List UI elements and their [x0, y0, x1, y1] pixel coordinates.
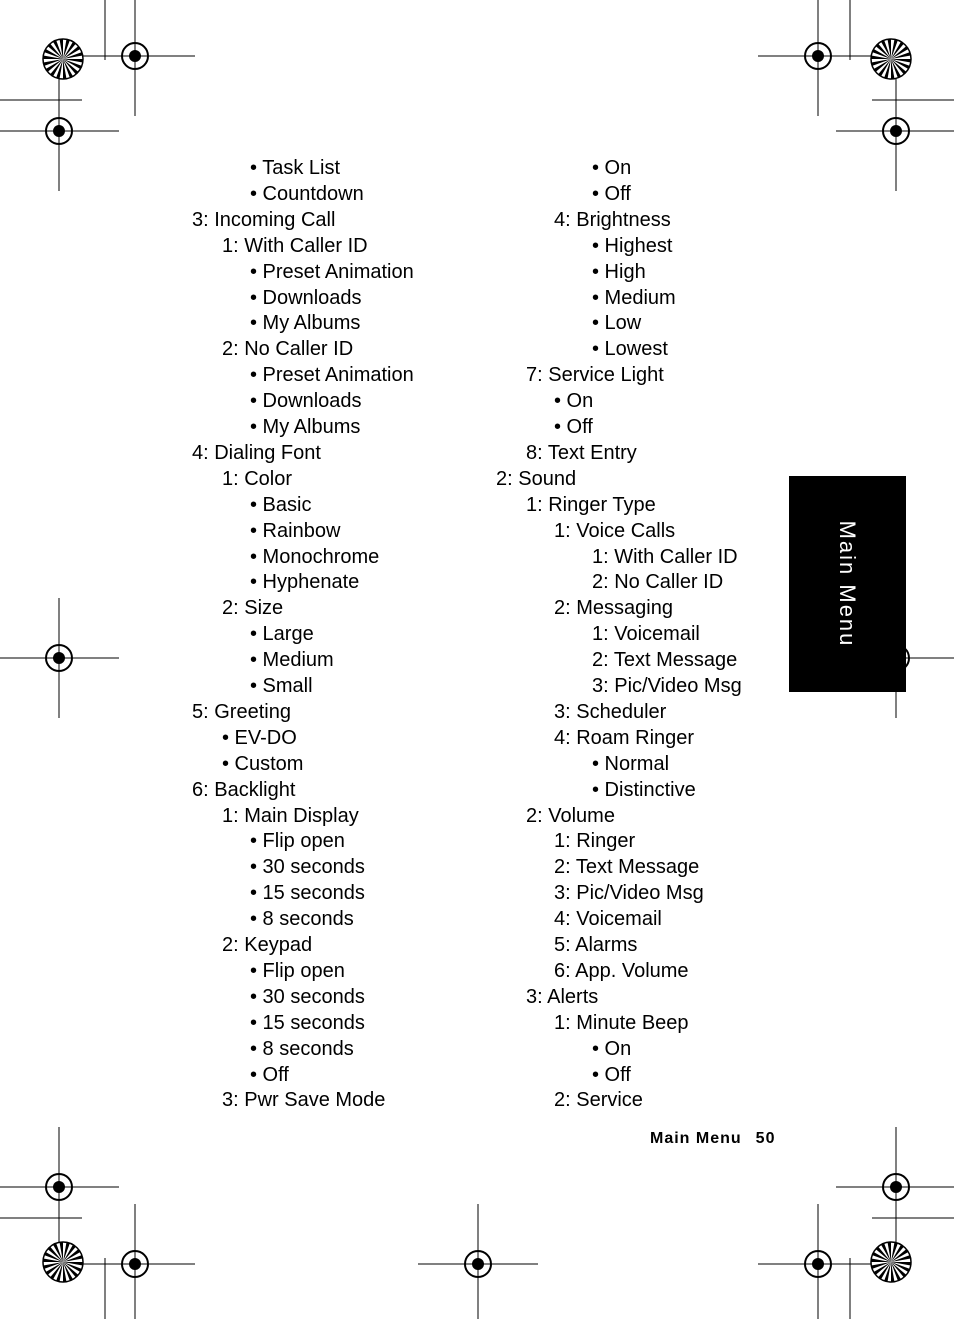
- menu-line: • My Albums: [250, 416, 361, 438]
- menu-line: • Off: [592, 1063, 631, 1086]
- menu-line: • On: [592, 157, 632, 179]
- menu-line: • Off: [592, 182, 631, 205]
- menu-line: 6: App. Volume: [554, 959, 689, 982]
- crosshair-dot: [53, 125, 65, 137]
- menu-line: • On: [554, 390, 594, 413]
- menu-line: 8: Text Entry: [526, 441, 637, 464]
- menu-line: • Preset Animation: [250, 260, 414, 283]
- menu-line: 5: Greeting: [192, 700, 291, 723]
- menu-line: 1: Ringer: [554, 830, 636, 853]
- menu-line: 3: Pwr Save Mode: [222, 1089, 386, 1112]
- menu-line: 2: Messaging: [554, 597, 673, 620]
- crosshair-dot: [472, 1258, 484, 1270]
- menu-line: 1: Color: [222, 467, 293, 490]
- menu-line: 1: With Caller ID: [222, 234, 368, 257]
- menu-line: 1: Minute Beep: [554, 1011, 689, 1034]
- crosshair-dot: [812, 1258, 824, 1270]
- menu-line: • Distinctive: [592, 778, 696, 801]
- menu-line: • Hyphenate: [250, 571, 360, 594]
- menu-line: 2: Sound: [496, 467, 577, 490]
- menu-line: 1: Main Display: [222, 804, 359, 827]
- menu-line: 2: Keypad: [222, 934, 313, 956]
- menu-line: 5: Alarms: [554, 934, 638, 956]
- section-side-tab-label: Main Menu: [835, 520, 860, 648]
- menu-line: 4: Voicemail: [554, 908, 662, 931]
- menu-line: 2: Text Message: [592, 649, 738, 672]
- menu-line: 4: Roam Ringer: [554, 726, 695, 749]
- crosshair-dot: [890, 125, 902, 137]
- menu-line: • 15 seconds: [250, 882, 365, 905]
- menu-line: 2: Text Message: [554, 856, 700, 879]
- menu-line: 2: Volume: [526, 804, 615, 827]
- menu-line: • Medium: [250, 649, 334, 672]
- menu-line: • 30 seconds: [250, 985, 365, 1008]
- menu-line: • High: [592, 260, 646, 283]
- menu-line: • Rainbow: [250, 519, 341, 542]
- menu-line: 1: With Caller ID: [592, 545, 738, 568]
- menu-line: 6: Backlight: [192, 778, 296, 801]
- menu-line: 3: Pic/Video Msg: [592, 675, 742, 697]
- crosshair-dot: [53, 652, 65, 664]
- menu-line: • Custom: [222, 752, 304, 775]
- menu-line: 1: Voicemail: [592, 623, 700, 646]
- menu-line: • Medium: [592, 286, 676, 309]
- menu-line: • Basic: [250, 493, 312, 516]
- menu-line: 3: Alerts: [526, 985, 599, 1008]
- menu-line: 2: Size: [222, 597, 284, 620]
- menu-line: • Off: [554, 416, 593, 438]
- page-number: 50: [755, 1130, 776, 1147]
- menu-line: 2: No Caller ID: [592, 571, 724, 594]
- section-side-tab: [789, 476, 906, 692]
- menu-line: • Flip open: [250, 959, 345, 982]
- page-footer: [650, 1130, 775, 1148]
- menu-line: 3: Pic/Video Msg: [554, 882, 704, 905]
- menu-line: • My Albums: [250, 312, 361, 335]
- menu-line: • Countdown: [250, 182, 364, 205]
- menu-line: • 8 seconds: [250, 1037, 354, 1060]
- menu-line: • Task List: [250, 157, 340, 179]
- menu-line: • EV-DO: [222, 726, 297, 749]
- menu-line: • Small: [250, 675, 313, 697]
- menu-line: 1: Voice Calls: [554, 519, 676, 542]
- crosshair-dot: [129, 1258, 141, 1270]
- crosshair-dot: [890, 1181, 902, 1193]
- menu-line: • 30 seconds: [250, 856, 365, 879]
- menu-line: • Downloads: [250, 286, 362, 309]
- menu-line: 2: Service: [554, 1089, 643, 1112]
- menu-line: 2: No Caller ID: [222, 338, 354, 361]
- menu-line: • Normal: [592, 752, 670, 775]
- crosshair-dot: [129, 50, 141, 62]
- menu-line: • 15 seconds: [250, 1011, 365, 1034]
- menu-line: • 8 seconds: [250, 908, 354, 931]
- menu-line: • On: [592, 1037, 632, 1060]
- crosshair-dot: [812, 50, 824, 62]
- crosshair-dot: [53, 1181, 65, 1193]
- menu-line: • Monochrome: [250, 545, 380, 568]
- menu-line: 3: Incoming Call: [192, 208, 336, 231]
- footer-section-title: Main Menu: [650, 1130, 742, 1147]
- menu-line: • Lowest: [592, 338, 668, 361]
- menu-line: • Low: [592, 312, 642, 335]
- menu-line: • Large: [250, 623, 314, 646]
- menu-line: • Preset Animation: [250, 364, 414, 387]
- menu-line: • Flip open: [250, 830, 345, 853]
- menu-line: • Downloads: [250, 390, 362, 413]
- menu-line: • Highest: [592, 234, 673, 257]
- menu-line: 4: Dialing Font: [192, 441, 321, 464]
- menu-line: 7: Service Light: [526, 364, 664, 387]
- menu-line: 1: Ringer Type: [526, 493, 656, 516]
- menu-line: 3: Scheduler: [554, 700, 667, 723]
- menu-line: 4: Brightness: [554, 208, 671, 231]
- menu-line: • Off: [250, 1063, 289, 1086]
